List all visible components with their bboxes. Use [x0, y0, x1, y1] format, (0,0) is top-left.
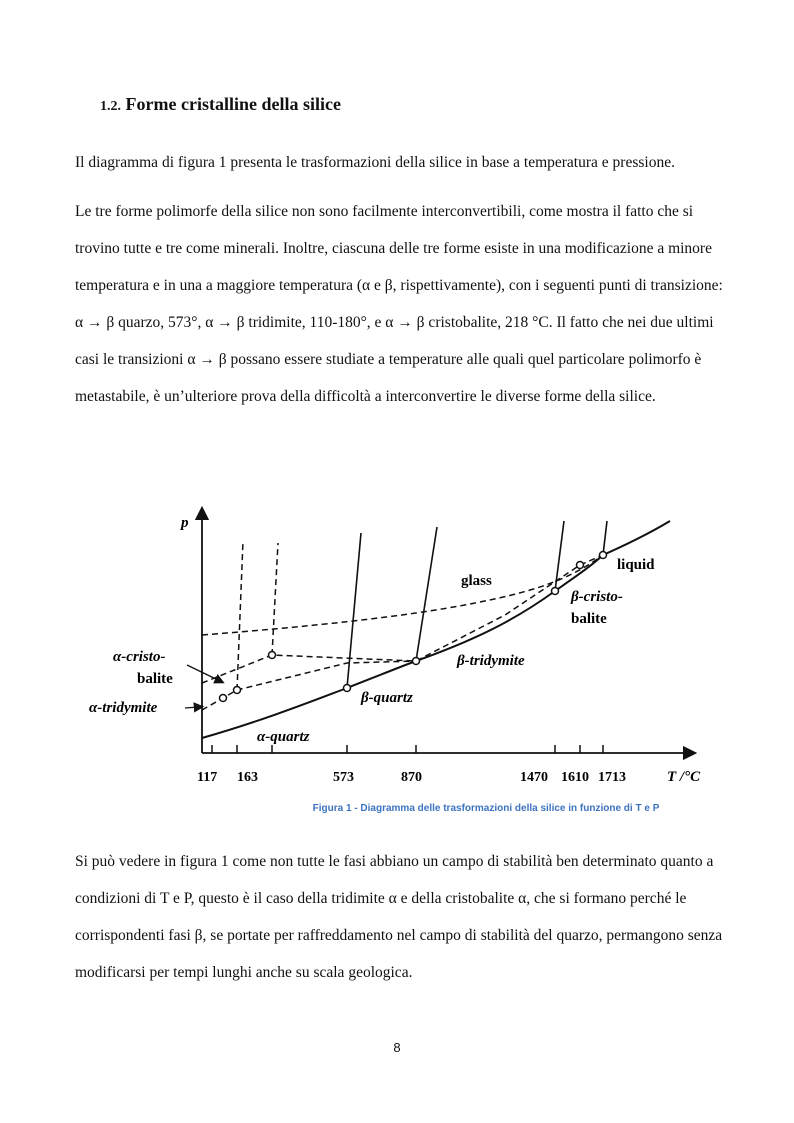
- x-tick-marks: [212, 745, 603, 753]
- label-alpha-cristobalite-2: balite: [137, 671, 173, 687]
- line-liquid-transition: [603, 521, 607, 555]
- section-heading: [100, 94, 341, 115]
- page-number: 8: [393, 1040, 401, 1055]
- tick-1610: 1610: [561, 770, 589, 785]
- phase-diagram-figure: [75, 505, 725, 795]
- label-liquid: liquid: [617, 557, 655, 573]
- tick-1470: 1470: [520, 770, 548, 785]
- x-axis-label: T /°C: [667, 769, 701, 785]
- label-alpha-quartz: α-quartz: [257, 729, 310, 745]
- label-beta-tridymite: β-tridymite: [457, 653, 525, 669]
- tick-870: 870: [401, 770, 422, 785]
- tick-573: 573: [333, 770, 354, 785]
- paragraph-stability: Si può vedere in figura 1 come non tutte le fasi abbiano un campo di stabilità ben determinato quanto a condizioni di T e P, questo è il caso della tridimite α e della cristobalite α, che si formano perché le corrispondenti fasi β, se portate per raffreddamento nel campo di stabilità del quarzo, permangono senza modificarsi per tempi lunghi anche su scala geologica.: [75, 853, 723, 981]
- figure-caption: Figura 1 - Diagramma delle trasformazioni della silice in funzione di T e P: [312, 803, 660, 814]
- alpha-tridymite-pointer: [185, 707, 199, 708]
- label-beta-cristobalite-2: balite: [571, 611, 607, 627]
- paragraph-polymorphs: Le tre forme polimorfe della silice non sono facilmente interconvertibili, come mostra il fatto che si trovino tutte e tre come minerali. Inoltre, ciascuna delle tre forme esiste in una modificazione a minore temperatura e in una a maggiore temperatura (α e β, rispettivamente), con i seguenti punti di transizione: α → β quarzo, 573°, α → β tridimite, 110-180°, e α → β cristobalite, 218 °C. Il fatto che nei due ultimi casi le transizioni α → β possano essere studiate a temperature alle quali quel particolare polimorfo è metastabile, è un’ulteriore prova della difficoltà a interconvertire le diverse forme della silice.: [75, 203, 723, 405]
- section-title: Forme cristalline della silice: [125, 94, 341, 114]
- label-alpha-cristobalite-1: α-cristo-: [113, 649, 166, 665]
- dashed-vertical-218: [272, 543, 278, 655]
- label-beta-quartz: β-quartz: [361, 690, 413, 706]
- glass-line: [202, 555, 603, 635]
- tick-117: 117: [197, 770, 218, 785]
- tick-1713: 1713: [598, 770, 626, 785]
- label-beta-cristobalite-1: β-cristo-: [571, 589, 623, 605]
- label-glass: glass: [461, 573, 492, 589]
- line-tridymite-transition: [416, 527, 437, 661]
- phase-diagram: [75, 505, 725, 795]
- tick-163: 163: [237, 770, 258, 785]
- y-axis-label: p: [181, 515, 189, 531]
- section-number: 1.2.: [100, 99, 121, 114]
- alpha-cristobalite-line: [202, 555, 603, 683]
- paragraph-intro: Il diagramma di figura 1 presenta le trasformazioni della silice in base a temperatura e pressione.: [75, 154, 675, 171]
- alpha-cristobalite-pointer: [187, 665, 220, 681]
- label-alpha-tridymite: α-tridymite: [89, 700, 158, 716]
- line-quartz-transition: [347, 533, 361, 688]
- transition-points: [220, 552, 607, 702]
